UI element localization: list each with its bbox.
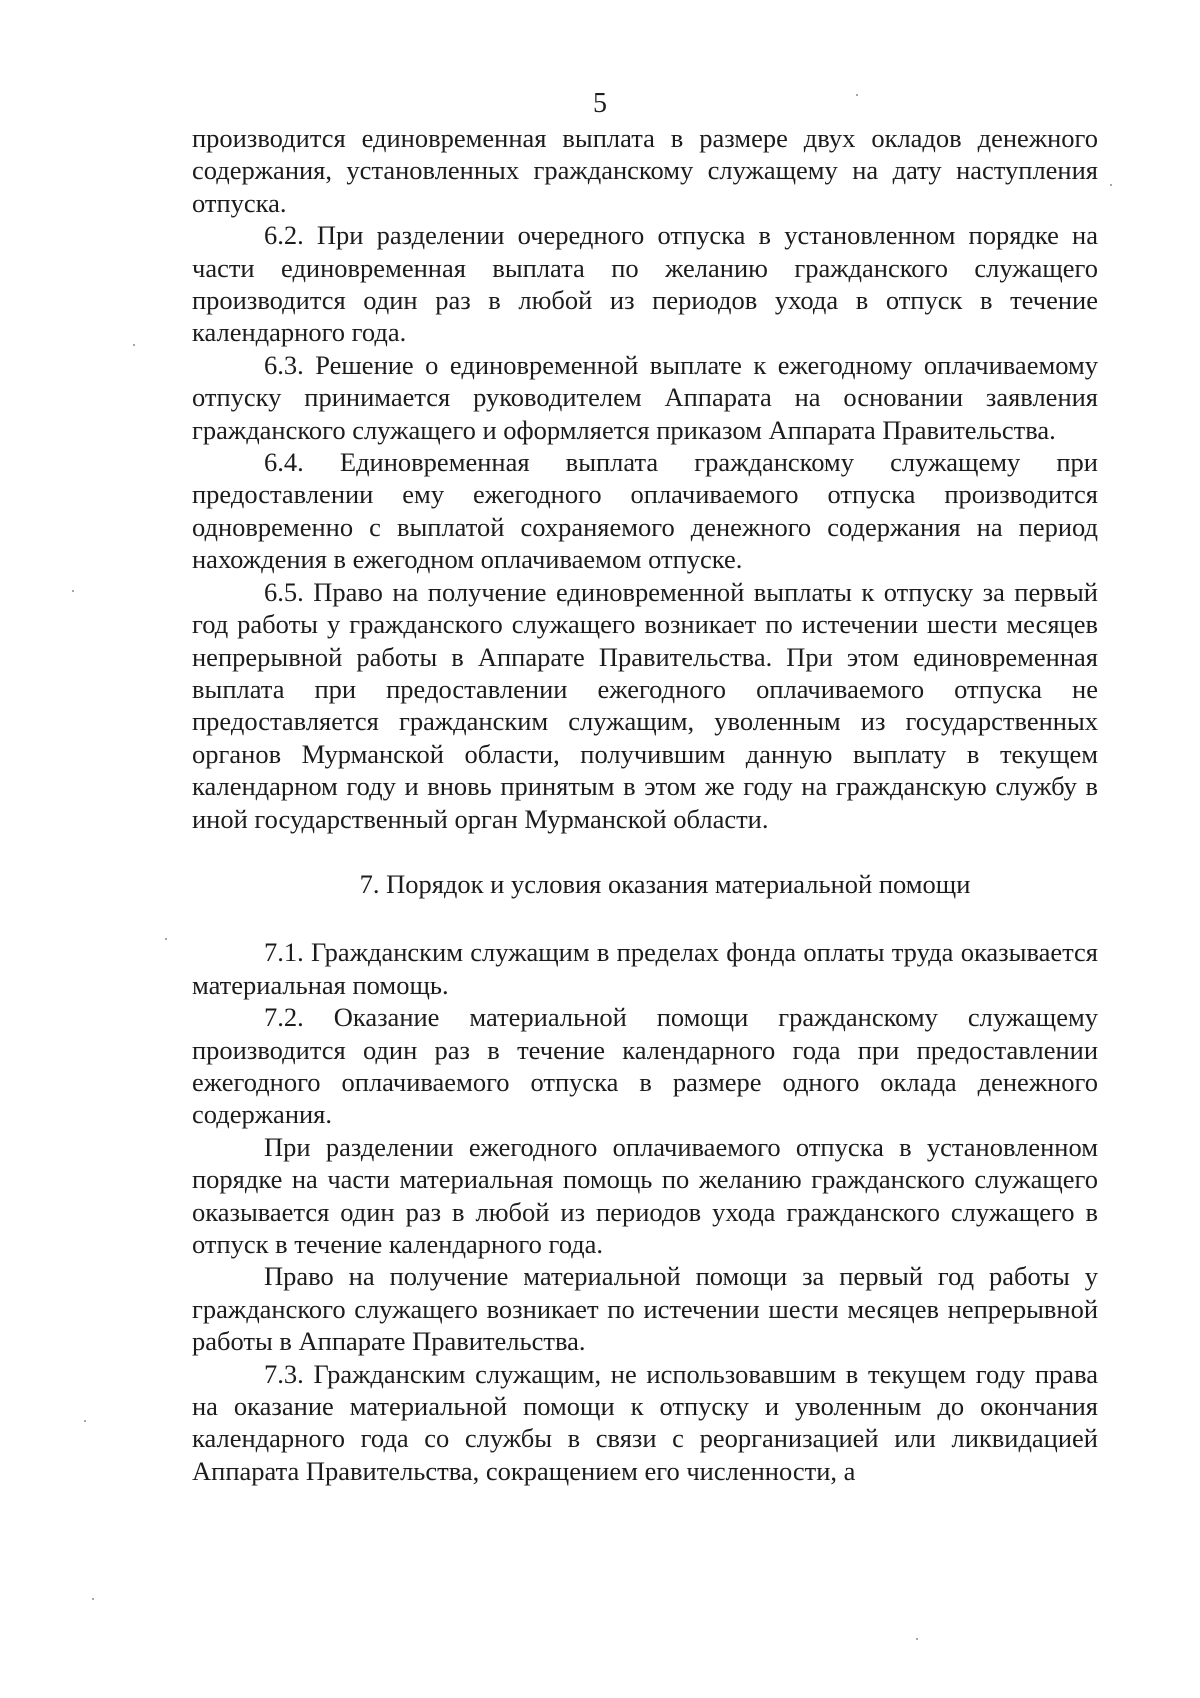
paragraph-7-2-first-year: Право на получение материальной помощи за первый год работы у гражданского служащего возникает по истечении шести месяцев непрерывной работы в Аппарате Правительства. [192,1261,1098,1357]
paragraph-6-5: 6.5. Право на получение единовременной выплаты к отпуску за первый год работы у гражданского служащего возникает по истечении шести месяцев непрерывной работы в Аппарате Правительства. При этом единовременная выплата при предоставлении ежегодного оплачиваемого отпуска не предоставляется гражданским служащим, уволенным из государственных органов Мурманской области, получившим данную выплату в текущем календарном году и вновь принятым в этом же году на гражданскую службу в иной государственный орган Мурманской области. [192,576,1098,834]
paragraph-7-1: 7.1. Гражданским служащим в пределах фонда оплаты труда оказывается материальная помощь. [192,937,1098,1000]
scan-speck [856,94,858,96]
paragraph-7-3: 7.3. Гражданским служащим, не использовавшим в текущем году права на оказание материальной помощи к отпуску и уволенным до окончания календарного года со службы в связи с реорганизацией или ликвидацией Аппарата Правительства, сокращением его численности, а [192,1358,1098,1486]
page-number: 5 [593,88,607,119]
scan-speck [133,344,135,346]
scan-speck [84,1420,86,1422]
paragraph-6-4: 6.4. Единовременная выплата гражданскому служащему при предоставлении ему ежегодного оплачиваемого отпуска производится одновременно с выплатой сохраняемого денежного содержания на период нахождения в ежегодном оплачиваемом отпуске. [192,447,1098,575]
paragraph-continuation: производится единовременная выплата в размере двух окладов денежного содержания, установленных гражданскому служащему на дату наступления отпуска. [192,123,1098,218]
section-heading: 7. Порядок и условия оказания материальной помощи [359,868,971,899]
scan-speck [1110,184,1112,186]
scan-speck [165,938,167,940]
paragraph-6-3: 6.3. Решение о единовременной выплате к ежегодному оплачиваемому отпуску принимается руководителем Аппарата на основании заявления гражданского служащего и оформляется приказом Аппарата Правительства. [192,349,1098,445]
document-body [192,122,1098,1487]
scan-speck [916,1638,918,1640]
scan-speck [92,1598,94,1600]
paragraph-7-2: 7.2. Оказание материальной помощи гражданскому служащему производится один раз в течение календарного года при предоставлении ежегодного оплачиваемого отпуска в размере одного оклада денежного содержания. [192,1002,1098,1130]
paragraph-7-2-parts: При разделении ежегодного оплачиваемого отпуска в установленном порядке на части материальная помощь по желанию гражданского служащего оказывается один раз в любой из периодов ухода гражданского служащего в отпуск в течение календарного года. [192,1131,1098,1259]
scan-speck [72,590,74,592]
paragraph-6-2: 6.2. При разделении очередного отпуска в установленном порядке на части единовременная выплата по желанию гражданского служащего производится один раз в любой из периодов ухода в отпуск в течение календарного года. [192,220,1098,348]
